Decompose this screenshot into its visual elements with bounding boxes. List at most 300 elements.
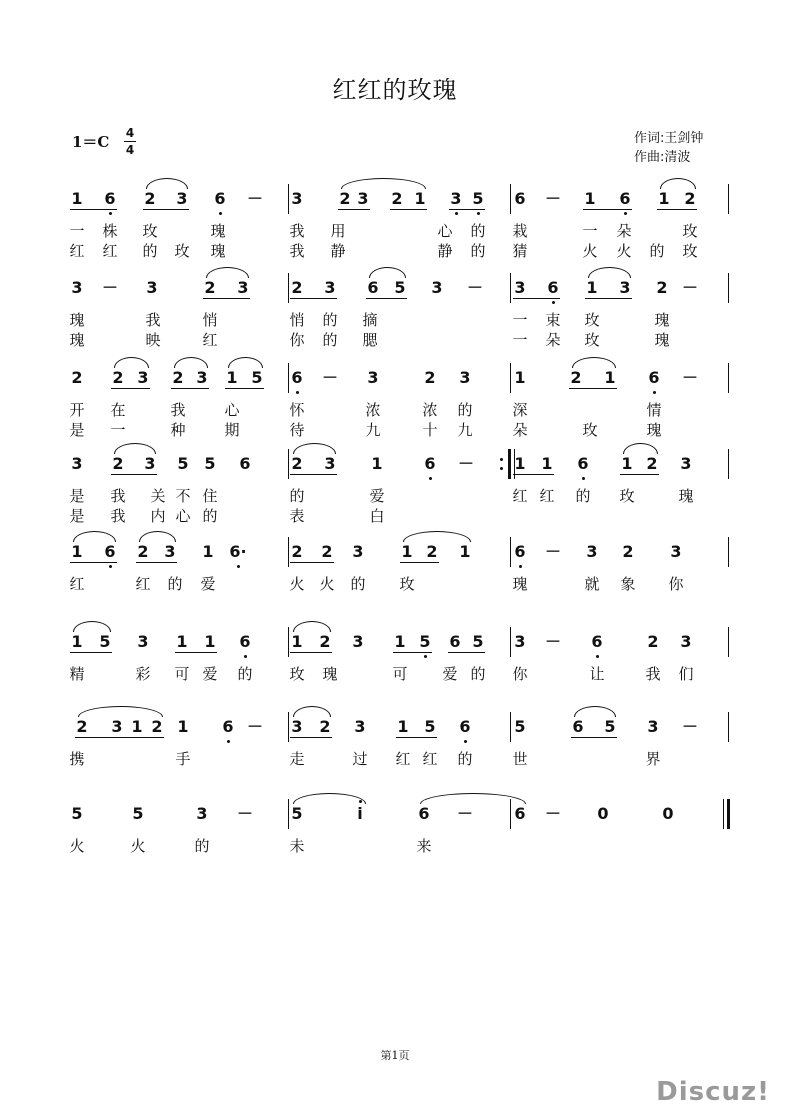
barline <box>510 712 511 742</box>
beam-underline <box>620 474 659 475</box>
note: 2 <box>291 454 303 473</box>
beam-underline <box>338 209 370 210</box>
octave-dot-below <box>519 565 522 568</box>
note: 2 <box>646 454 658 473</box>
barline <box>510 184 511 214</box>
lyric-syllable: 心 <box>224 401 240 419</box>
lyric-syllable: 悄 <box>202 311 218 329</box>
note: 3 <box>514 632 526 651</box>
beam-underline <box>290 652 332 653</box>
lyric-syllable: 的 <box>194 837 210 855</box>
note: 1 <box>541 454 553 473</box>
lyric-syllable: 世 <box>512 750 528 768</box>
lyric-syllable: 一 <box>69 222 85 240</box>
beam-underline <box>569 388 617 389</box>
lyric-syllable: 怀 <box>289 401 305 419</box>
lyric-syllable: 火 <box>319 575 335 593</box>
note: 2 <box>391 189 403 208</box>
note: 5 <box>99 632 111 651</box>
note: 2 <box>426 542 438 561</box>
lyric-syllable: 猜 <box>512 242 528 260</box>
note: 3 <box>237 278 249 297</box>
octave-dot-below <box>296 391 299 394</box>
slur-arc <box>174 357 208 368</box>
octave-dot-below <box>244 655 247 658</box>
lyric-syllable: 界 <box>645 750 661 768</box>
note: 5 <box>177 454 189 473</box>
slur-arc <box>403 531 471 542</box>
lyric-syllable: 玫 <box>174 242 190 260</box>
note: 6 <box>214 189 226 208</box>
time-sig-line <box>124 141 136 142</box>
note: 3 <box>324 454 336 473</box>
octave-dot-below <box>227 740 230 743</box>
lyric-syllable: 火 <box>130 837 146 855</box>
octave-dot-below <box>477 212 480 215</box>
beam-underline <box>513 298 560 299</box>
note: 6 <box>619 189 631 208</box>
beam-underline <box>400 562 439 563</box>
lyric-syllable: 朵 <box>545 331 561 349</box>
note: 3 <box>71 454 83 473</box>
note: 6 <box>239 632 251 651</box>
note: － <box>544 189 561 208</box>
octave-dot-below <box>109 565 112 568</box>
lyric-syllable: 心 <box>175 507 191 525</box>
barline <box>510 799 511 829</box>
note: 2 <box>291 278 303 297</box>
final-barline-thin <box>723 799 724 829</box>
lyric-syllable: 一 <box>582 222 598 240</box>
note: 1 <box>202 542 214 561</box>
lyric-syllable: 火 <box>69 837 85 855</box>
lyric-syllable: 的 <box>350 575 366 593</box>
note: 2 <box>684 189 696 208</box>
lyric-syllable: 玫 <box>399 575 415 593</box>
note: 6 <box>418 804 430 823</box>
note: 5 <box>291 804 303 823</box>
time-signature <box>124 126 136 157</box>
note: － <box>681 368 698 387</box>
lyric-syllable: 心 <box>437 222 453 240</box>
composer-credit: 作曲:清波 <box>634 150 691 165</box>
note: 3 <box>459 368 471 387</box>
note: 2 <box>144 189 156 208</box>
beam-underline <box>390 209 427 210</box>
lyric-syllable: 的 <box>470 242 486 260</box>
beam-underline <box>290 737 332 738</box>
note: 5 <box>514 717 526 736</box>
barline <box>728 712 729 742</box>
beam-underline <box>70 562 117 563</box>
beam-underline <box>513 474 554 475</box>
lyric-syllable: 的 <box>167 575 183 593</box>
barline <box>510 363 511 393</box>
slur-arc <box>146 178 188 189</box>
lyric-syllable: 携 <box>69 750 85 768</box>
slur-arc <box>341 178 426 189</box>
note: 3 <box>291 189 303 208</box>
lyric-syllable: 象 <box>620 575 636 593</box>
slur-arc <box>73 621 111 632</box>
lyric-syllable: 朵 <box>616 222 632 240</box>
lyric-syllable: 的 <box>142 242 158 260</box>
note: 6 <box>104 189 116 208</box>
lyric-syllable: 我 <box>289 222 305 240</box>
lyric-syllable: 表 <box>289 507 305 525</box>
lyric-syllable: 住 <box>202 487 218 505</box>
lyric-syllable: 种 <box>170 421 186 439</box>
lyric-syllable: 火 <box>289 575 305 593</box>
lyric-syllable: 瑰 <box>210 242 226 260</box>
note: 1 <box>459 542 471 561</box>
note: － <box>466 278 483 297</box>
barline <box>728 537 729 567</box>
note: 2 <box>137 542 149 561</box>
note: 2 <box>656 278 668 297</box>
repeat-dot <box>500 467 503 470</box>
slur-arc <box>78 706 163 717</box>
lyric-syllable: 朵 <box>512 421 528 439</box>
note: 2 <box>647 632 659 651</box>
note: 1 <box>658 189 670 208</box>
lyric-syllable: 让 <box>589 665 605 683</box>
lyric-syllable: 玫 <box>142 222 158 240</box>
lyric-syllable: 是 <box>69 487 85 505</box>
lyric-syllable: 玫 <box>682 222 698 240</box>
note: 6 <box>291 368 303 387</box>
lyric-syllable: 我 <box>110 487 126 505</box>
lyric-syllable: 就 <box>584 575 600 593</box>
note: 0 <box>662 804 674 823</box>
note: 6 <box>514 189 526 208</box>
note: 6 <box>577 454 589 473</box>
lyric-syllable: 是 <box>69 507 85 525</box>
lyric-syllable: 玫 <box>584 331 600 349</box>
lyric-syllable: 的 <box>575 487 591 505</box>
lyric-syllable: 来 <box>416 837 432 855</box>
octave-dot-below <box>429 477 432 480</box>
lyric-syllable: 静 <box>437 242 453 260</box>
note: 1 <box>71 632 83 651</box>
octave-dot-below <box>464 740 467 743</box>
lyric-syllable: 的 <box>289 487 305 505</box>
beam-underline <box>290 474 337 475</box>
lyric-syllable: 彩 <box>135 665 151 683</box>
note: 6 <box>222 717 234 736</box>
note: 2 <box>204 278 216 297</box>
note: 1 <box>397 717 409 736</box>
lyric-syllable: 瑰 <box>69 311 85 329</box>
slur-arc <box>293 793 366 804</box>
note: 3 <box>354 717 366 736</box>
lyric-syllable: 玫 <box>584 311 600 329</box>
note: 1 <box>176 632 188 651</box>
lyric-syllable: 们 <box>678 665 694 683</box>
note: － <box>236 804 253 823</box>
lyric-syllable: 是 <box>69 421 85 439</box>
note: 1 <box>226 368 238 387</box>
octave-dot-below <box>552 301 555 304</box>
lyricist-credit: 作词:王剑钟 <box>634 131 704 146</box>
slur-arc <box>114 357 149 368</box>
note: 3 <box>352 542 364 561</box>
note: 3 <box>450 189 462 208</box>
note: 1 <box>371 454 383 473</box>
note: － <box>544 542 561 561</box>
lyric-syllable: 关 <box>150 487 166 505</box>
note: 2 <box>151 717 163 736</box>
lyric-syllable: 瑰 <box>210 222 226 240</box>
lyric-syllable: 红 <box>102 242 118 260</box>
lyric-syllable: 瑰 <box>322 665 338 683</box>
barline <box>288 449 289 479</box>
octave-dot-below <box>219 212 222 215</box>
slur-arc <box>139 531 176 542</box>
note: 6 <box>449 632 461 651</box>
note: 3 <box>71 278 83 297</box>
lyric-syllable: 红 <box>539 487 555 505</box>
note: 5 <box>419 632 431 651</box>
note: － <box>246 717 263 736</box>
final-barline-thick <box>727 799 730 829</box>
note: 1 <box>394 632 406 651</box>
lyric-syllable: 红 <box>202 331 218 349</box>
lyric-syllable: 浓 <box>422 401 438 419</box>
note: 3 <box>514 278 526 297</box>
note: 1 <box>177 717 189 736</box>
note: 1 <box>204 632 216 651</box>
note: 2 <box>76 717 88 736</box>
lyric-syllable: 九 <box>457 421 473 439</box>
note: － <box>457 454 474 473</box>
note: － <box>544 804 561 823</box>
note: － <box>544 632 561 651</box>
note: 6 <box>459 717 471 736</box>
note: 5 <box>71 804 83 823</box>
beam-underline <box>143 209 189 210</box>
barline <box>728 627 729 657</box>
lyric-syllable: 精 <box>69 665 85 683</box>
lyric-syllable: 玫 <box>619 487 635 505</box>
lyric-syllable: 我 <box>170 401 186 419</box>
note: 3 <box>586 542 598 561</box>
note: 5 <box>472 632 484 651</box>
lyric-syllable: 深 <box>512 401 528 419</box>
beam-underline <box>366 298 407 299</box>
note: － <box>681 717 698 736</box>
lyric-syllable: 用 <box>330 222 346 240</box>
lyric-syllable: 红 <box>135 575 151 593</box>
beam-underline <box>203 298 250 299</box>
lyric-syllable: 内 <box>150 507 166 525</box>
note: 1 <box>621 454 633 473</box>
lyric-syllable: 栽 <box>512 222 528 240</box>
note: 1 <box>71 542 83 561</box>
note: 3 <box>680 454 692 473</box>
beam-underline <box>171 388 209 389</box>
lyric-syllable: 一 <box>512 331 528 349</box>
note: 5 <box>251 368 263 387</box>
note: 2 <box>319 632 331 651</box>
note: 2 <box>339 189 351 208</box>
note: 5 <box>424 717 436 736</box>
note: 3 <box>647 717 659 736</box>
note: 6 <box>424 454 436 473</box>
octave-dot-below <box>582 477 585 480</box>
lyric-syllable: 九 <box>365 421 381 439</box>
lyric-syllable: 一 <box>512 311 528 329</box>
lyric-syllable: 的 <box>470 222 486 240</box>
lyric-syllable: 摘 <box>362 311 378 329</box>
lyric-syllable: 火 <box>582 242 598 260</box>
beam-underline <box>583 209 632 210</box>
octave-dot-below <box>109 212 112 215</box>
lyric-syllable: 玫 <box>682 242 698 260</box>
beam-underline <box>290 562 334 563</box>
lyric-syllable: 红 <box>512 487 528 505</box>
watermark-logo: Discuz! <box>656 1077 770 1107</box>
key-signature: 1＝C <box>72 133 110 151</box>
song-title: 红红的玫瑰 <box>332 76 458 104</box>
lyric-syllable: 待 <box>289 421 305 439</box>
note: － <box>321 368 338 387</box>
beam-underline <box>111 474 157 475</box>
lyric-syllable: 过 <box>352 750 368 768</box>
barline <box>288 712 289 742</box>
lyric-syllable: 的 <box>322 311 338 329</box>
lyric-syllable: 的 <box>649 242 665 260</box>
note: 6 <box>367 278 379 297</box>
lyric-syllable: 静 <box>330 242 346 260</box>
beam-underline <box>111 388 150 389</box>
note: i <box>357 804 363 823</box>
note: 1 <box>414 189 426 208</box>
note: 1 <box>514 454 526 473</box>
note: 5 <box>204 454 216 473</box>
lyric-syllable: 瑰 <box>678 487 694 505</box>
lyric-syllable: 开 <box>69 401 85 419</box>
beam-underline <box>70 652 112 653</box>
beam-underline <box>225 388 264 389</box>
octave-dot-below <box>653 391 656 394</box>
barline <box>288 627 289 657</box>
note: － <box>456 804 473 823</box>
lyric-syllable: 爱 <box>369 487 385 505</box>
note: － <box>681 278 698 297</box>
note: 3 <box>357 189 369 208</box>
lyric-syllable: 十 <box>422 421 438 439</box>
lyric-syllable: 浓 <box>365 401 381 419</box>
beam-underline <box>657 209 697 210</box>
note: － <box>246 189 263 208</box>
beam-underline <box>393 652 432 653</box>
lyric-syllable: 红 <box>422 750 438 768</box>
note: 6 <box>547 278 559 297</box>
beam-underline <box>175 652 217 653</box>
lyric-syllable: 我 <box>289 242 305 260</box>
lyric-syllable: 腮 <box>362 331 378 349</box>
lyric-syllable: 我 <box>645 665 661 683</box>
note: 6 <box>591 632 603 651</box>
slur-arc <box>369 267 406 278</box>
note: 3 <box>619 278 631 297</box>
lyric-syllable: 悄 <box>289 311 305 329</box>
note: 3 <box>164 542 176 561</box>
note: 2 <box>291 542 303 561</box>
note: － <box>101 278 118 297</box>
slur-arc <box>293 621 331 632</box>
note: 6 <box>239 454 251 473</box>
note: 2 <box>319 717 331 736</box>
lyric-syllable: 走 <box>289 750 305 768</box>
note: 3 <box>367 368 379 387</box>
slur-arc <box>293 443 336 454</box>
note: 3 <box>176 189 188 208</box>
note: 1 <box>586 278 598 297</box>
lyric-syllable: 瑰 <box>646 421 662 439</box>
lyric-syllable: 株 <box>102 222 118 240</box>
note: 3 <box>670 542 682 561</box>
barline <box>728 184 729 214</box>
lyric-syllable: 我 <box>145 311 161 329</box>
lyric-syllable: 的 <box>457 401 473 419</box>
page-number: 第1页 <box>380 1049 410 1062</box>
lyric-syllable: 瑰 <box>69 331 85 349</box>
lyric-syllable: 的 <box>470 665 486 683</box>
note: 2 <box>622 542 634 561</box>
time-sig-bottom: 4 <box>125 143 135 157</box>
note: 6 <box>572 717 584 736</box>
lyric-syllable: 瑰 <box>512 575 528 593</box>
lyric-syllable: 爱 <box>200 575 216 593</box>
barline <box>728 273 729 303</box>
slur-arc <box>206 267 249 278</box>
lyric-syllable: 爱 <box>442 665 458 683</box>
note: 5 <box>394 278 406 297</box>
note: 3 <box>352 632 364 651</box>
lyric-syllable: 红 <box>69 242 85 260</box>
lyric-syllable: 你 <box>668 575 684 593</box>
barline <box>510 627 511 657</box>
octave-dot-below <box>455 212 458 215</box>
note: 5 <box>604 717 616 736</box>
note: 2 <box>424 368 436 387</box>
lyric-syllable: 玫 <box>289 665 305 683</box>
note: 6· <box>229 542 247 561</box>
note: 5 <box>472 189 484 208</box>
time-sig-top: 4 <box>125 126 135 140</box>
lyric-syllable: 红 <box>395 750 411 768</box>
beam-underline <box>396 737 437 738</box>
lyric-syllable: 瑰 <box>654 331 670 349</box>
lyric-syllable: 映 <box>145 331 161 349</box>
note: 2 <box>172 368 184 387</box>
lyric-syllable: 的 <box>457 750 473 768</box>
note: 3 <box>111 717 123 736</box>
note: 3 <box>196 804 208 823</box>
barline <box>288 363 289 393</box>
lyric-syllable: 在 <box>110 401 126 419</box>
slur-arc <box>228 357 263 368</box>
lyric-syllable: 的 <box>322 331 338 349</box>
note: 6 <box>514 542 526 561</box>
note: 1 <box>131 717 143 736</box>
note: 1 <box>584 189 596 208</box>
lyric-syllable: 可 <box>174 665 190 683</box>
lyric-syllable: 的 <box>237 665 253 683</box>
note: 5 <box>132 804 144 823</box>
